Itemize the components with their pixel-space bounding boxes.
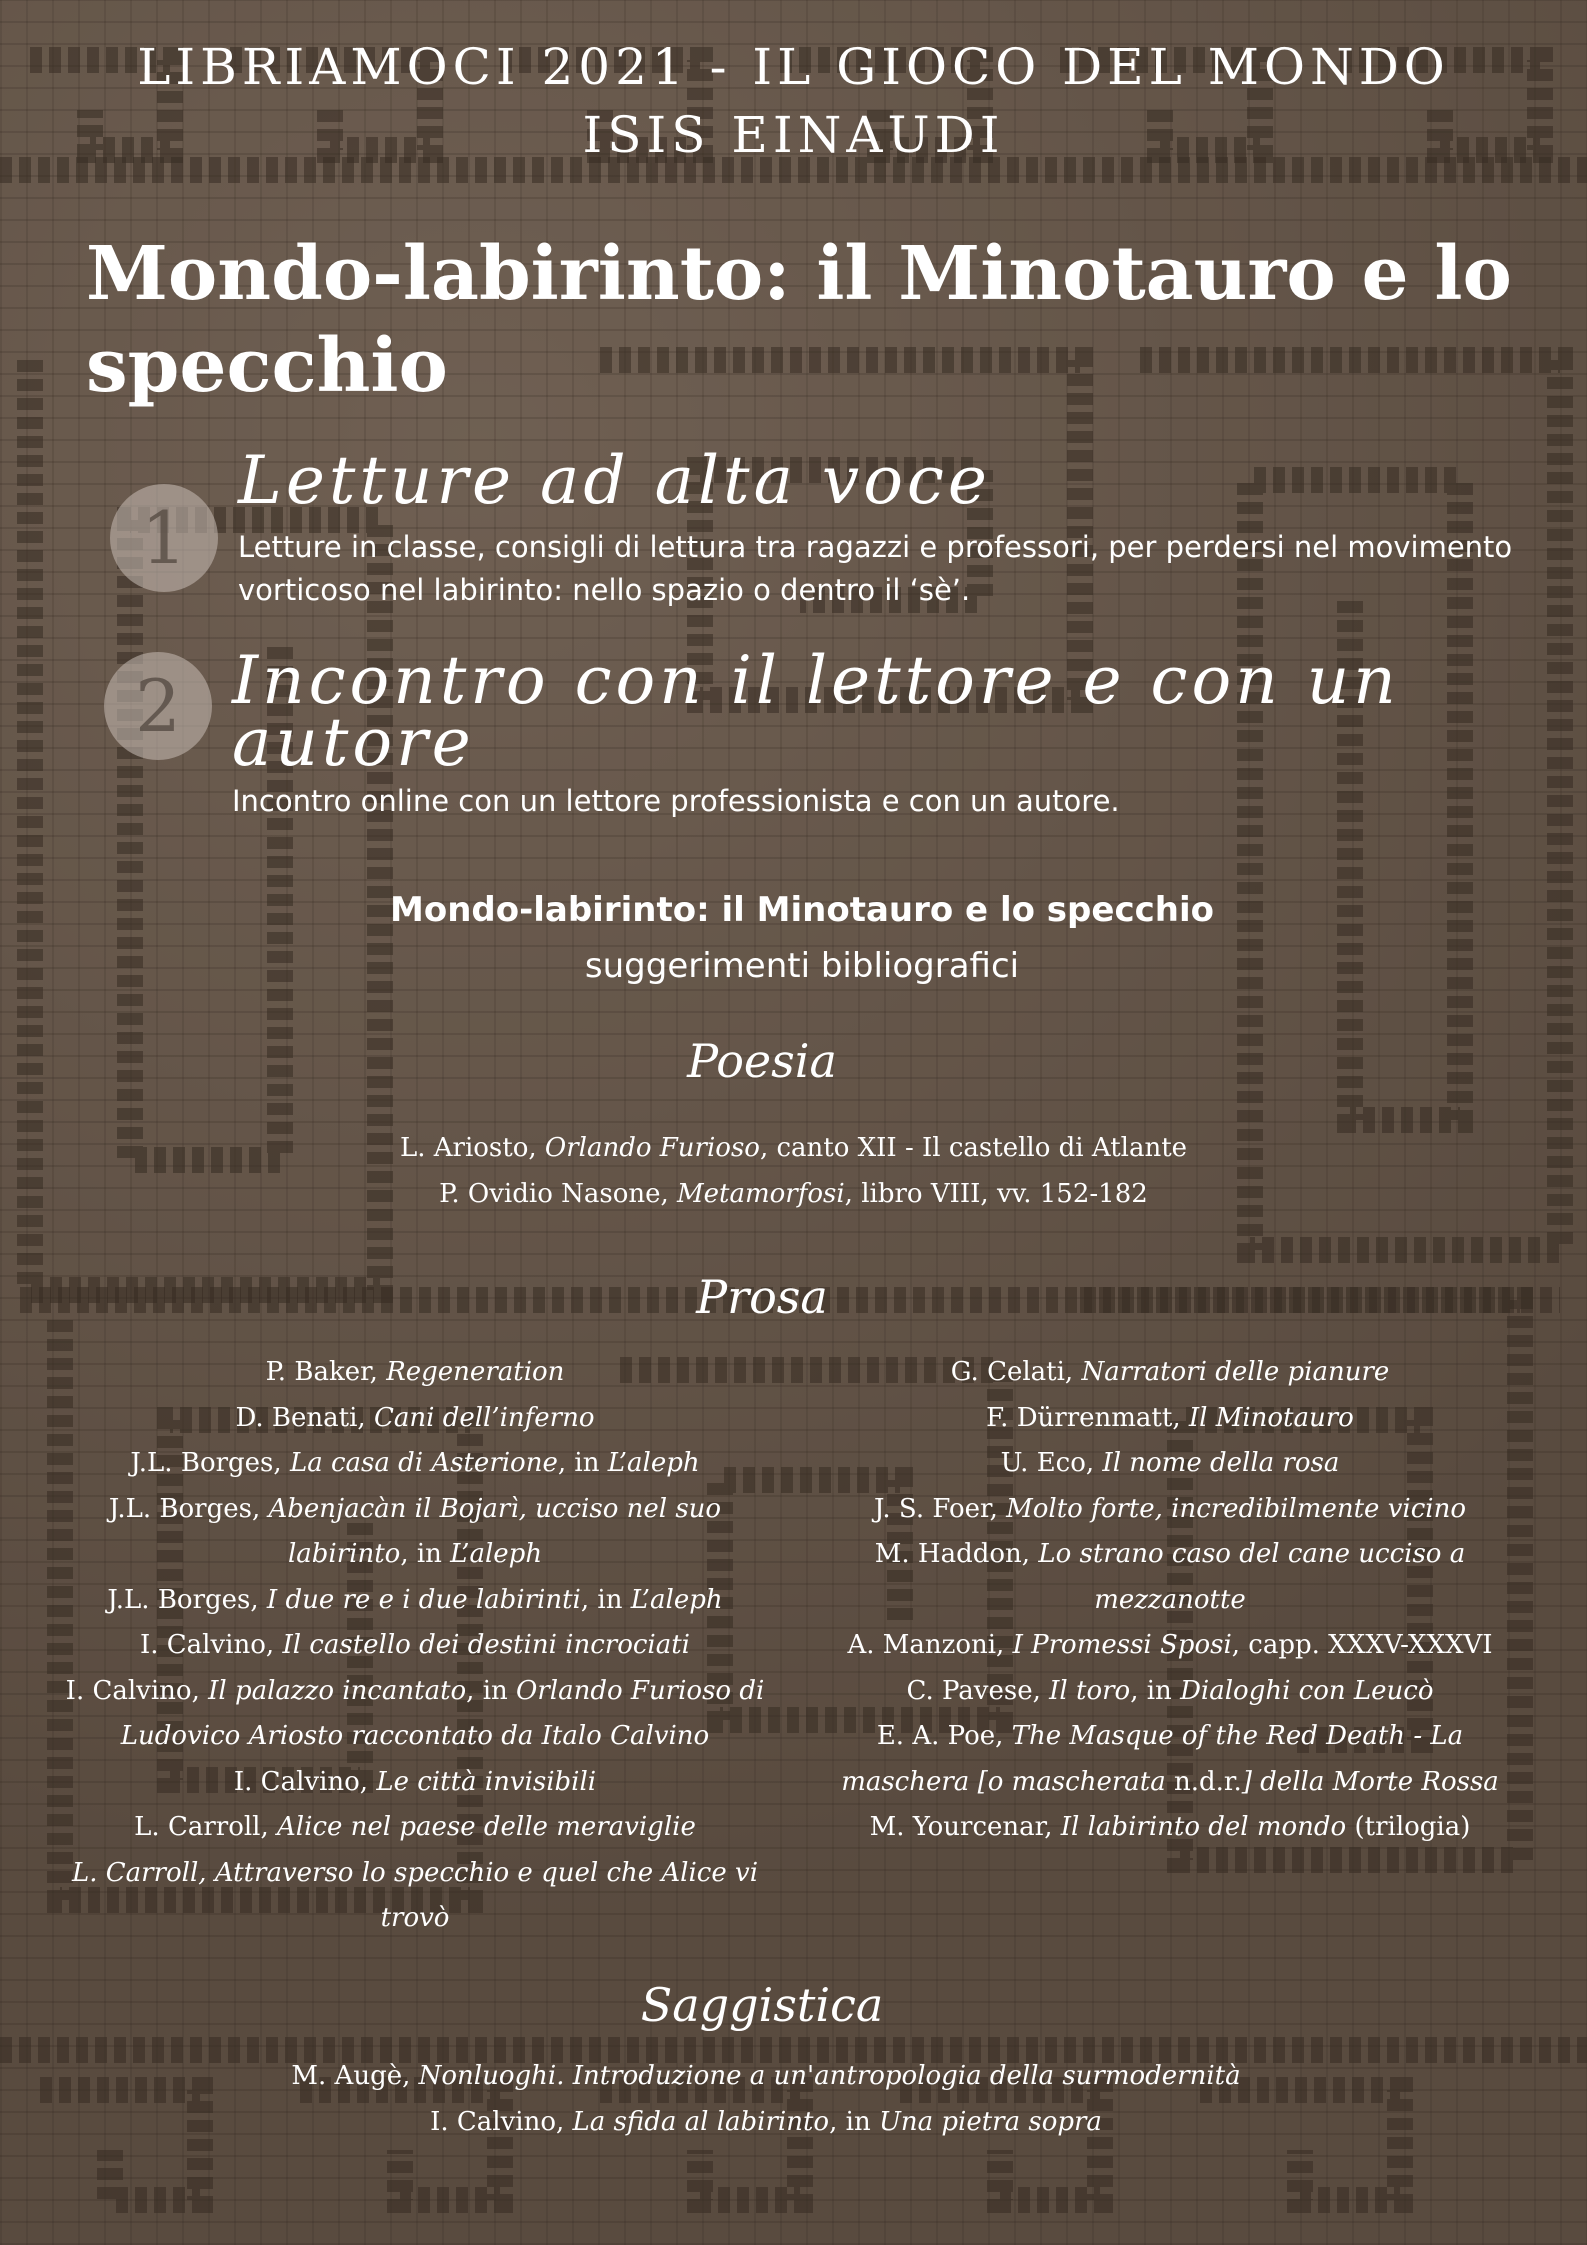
header-event-title: LIBRIAMOCI 2021 - IL GIOCO DEL MONDO (137, 38, 1450, 96)
prosa-list-left (62, 1350, 768, 1942)
poesia-list (0, 1126, 1587, 1217)
bibliography-title: Mondo-labirinto: il Minotauro e lo specchio (390, 890, 1214, 930)
bibliography-entry: D. Benati, Cani dell’inferno (235, 1402, 595, 1433)
bibliography-entry: E. A. Poe, The Masque of the Red Death - La maschera [o mascherata n.d.r.] della Morte Rossa (841, 1721, 1499, 1797)
bibliography-entry: I. Calvino, Il palazzo incantato, in Orlando Furioso di Ludovico Ariosto raccontato da Italo Calvino (65, 1675, 765, 1751)
header-school-name: ISIS EINAUDI (582, 106, 1005, 164)
bibliography-entry: J. S. Foer, Molto forte, incredibilmente vicino (874, 1493, 1466, 1524)
bibliography-entry: I. Calvino, La sfida al labirinto, in Una pietra sopra (430, 2106, 1102, 2137)
bibliography-entry: J.L. Borges, La casa di Asterione, in L’aleph (130, 1448, 700, 1478)
bibliography-entry: P. Baker, Regeneration (265, 1357, 565, 1387)
category-heading-poesia: Poesia (687, 1034, 837, 1088)
section-number-badge: 1 (110, 484, 218, 592)
bibliography-entry: J.L. Borges, I due re e i due labirinti, in L’aleph (107, 1584, 723, 1615)
prosa-list-right (820, 1350, 1520, 1851)
bibliography-entry: G. Celati, Narratori delle pianure (950, 1357, 1390, 1387)
bibliography-entry: P. Ovidio Nasone, Metamorfosi, libro VIII, vv. 152-182 (439, 1178, 1148, 1209)
bibliography-entry: I. Calvino, Le città invisibili (233, 1766, 597, 1797)
bibliography-entry: I. Calvino, Il castello dei destini incrociati (139, 1630, 690, 1660)
category-heading-saggistica: Saggistica (640, 1978, 884, 2032)
saggistica-list (0, 2054, 1532, 2145)
bibliography-entry: J.L. Borges, Abenjacàn il Bojarì, ucciso nel suo labirinto, in L’aleph (108, 1493, 722, 1569)
page-title: Mondo-labirinto: il Minotauro e lo specchio (86, 231, 1512, 409)
bibliography-entry: F. Dürrenmatt, Il Minotauro (986, 1402, 1354, 1433)
bibliography-entry: L. Carroll, Alice nel paese delle meraviglie (134, 1812, 696, 1842)
section-number-badge: 2 (104, 652, 212, 760)
category-heading-prosa: Prosa (696, 1270, 828, 1324)
section-description: Incontro online con un lettore professionista e con un autore. (232, 784, 1120, 818)
bibliography-entry: M. Haddon, Lo strano caso del cane ucciso a mezzanotte (874, 1539, 1466, 1615)
section-description: Letture in classe, consigli di lettura tra ragazzi e professori, per perdersi nel movimento vorticoso nel labirinto: nello spazio o dentro il ‘sè’. (238, 530, 1513, 607)
bibliography-entry: L. Ariosto, Orlando Furioso, canto XII - Il castello di Atlante (399, 1133, 1188, 1163)
bibliography-entry: A. Manzoni, I Promessi Sposi, capp. XXXV-XXXVI (847, 1630, 1493, 1660)
bibliography-entry: L. Carroll, Attraverso lo specchio e quel che Alice vi trovò (71, 1857, 759, 1933)
bibliography-entry: U. Eco, Il nome della rosa (1000, 1448, 1340, 1478)
bibliography-subtitle: suggerimenti bibliografici (584, 946, 1020, 986)
bibliography-entry: M. Augè, Nonluoghi. Introduzione a un'antropologia della surmodernità (291, 2061, 1241, 2091)
bibliography-entry: M. Yourcenar, Il labirinto del mondo (trilogia) (869, 1812, 1471, 1842)
section-heading: Letture ad alta voce (238, 442, 991, 519)
bibliography-entry: C. Pavese, Il toro, in Dialoghi con Leucò (906, 1675, 1434, 1706)
section-heading: Incontro con il lettore e con un autore (232, 642, 1400, 781)
